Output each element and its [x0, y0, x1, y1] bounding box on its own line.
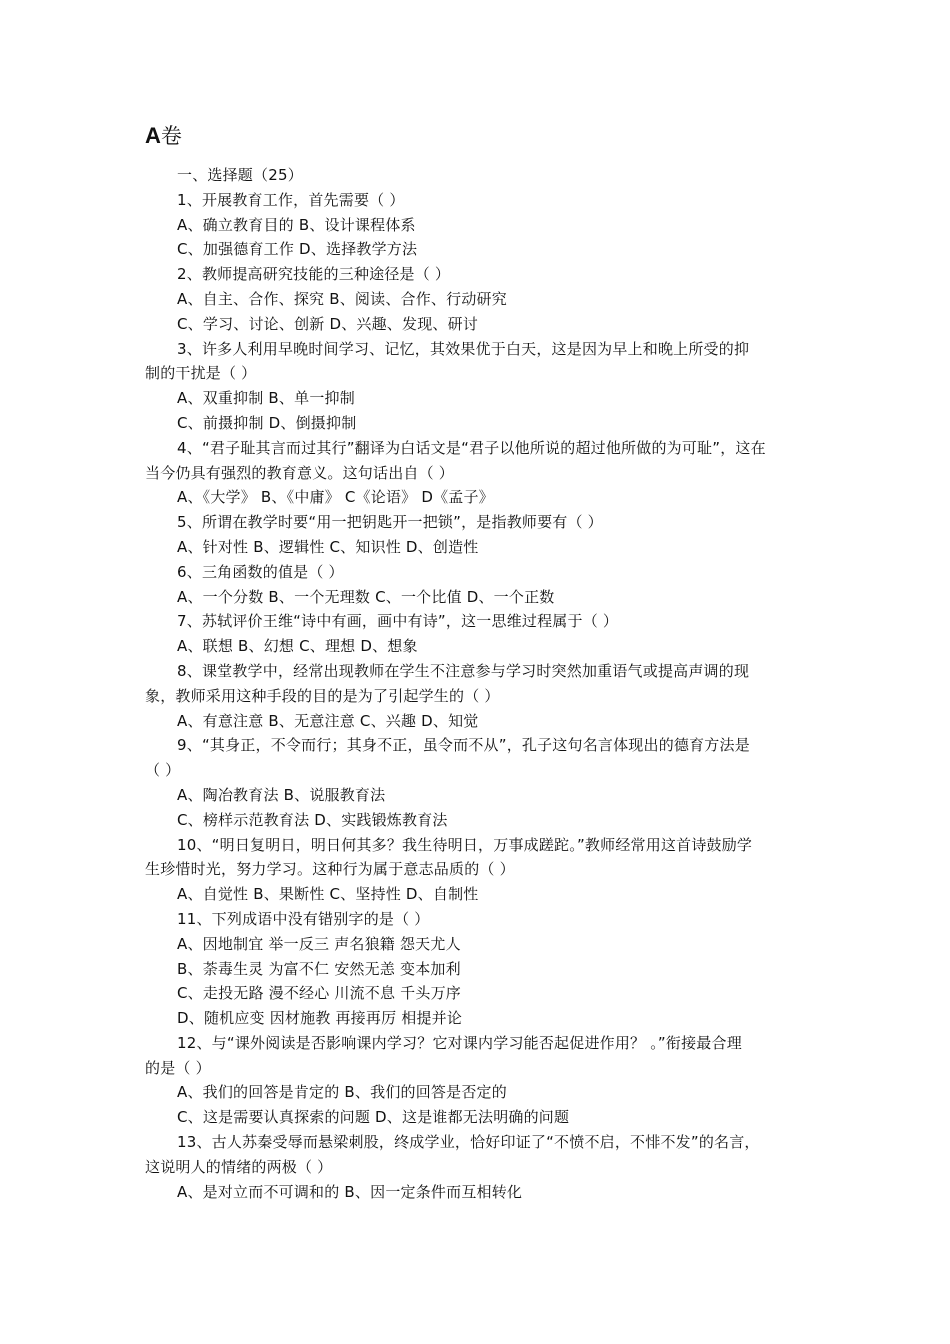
- text-line: 制的干扰是（ ）: [145, 364, 257, 383]
- text-line: 3、许多人利用早晚时间学习、记忆，其效果优于白天，这是因为早上和晚上所受的抑: [177, 339, 750, 358]
- text-line: C、加强德育工作 D、选择教学方法: [177, 240, 418, 259]
- text-line: A、因地制宜 举一反三 声名狼籍 怨天尤人: [177, 934, 461, 953]
- text-line: 象，教师采用这种手段的目的是为了引起学生的（ ）: [145, 686, 500, 705]
- text-line: 这说明人的情绪的两极（ ）: [145, 1157, 333, 1176]
- text-line: 5、所谓在教学时要“用一把钥匙开一把锁”，是指教师要有（ ）: [177, 513, 603, 532]
- text-line: 10、“明日复明日，明日何其多？我生待明日，万事成蹉跎。”教师经常用这首诗鼓励学: [177, 835, 753, 854]
- title-letter: A: [145, 123, 161, 148]
- text-line: A、一个分数 B、一个无理数 C、一个比值 D、一个正数: [177, 587, 555, 606]
- text-line: A、《大学》 B、《中庸》 C《论语》 D《孟子》: [177, 488, 494, 507]
- text-line: 12、与“课外阅读是否影响课内学习？它对课内学习能否起促进作用？ 。”衔接最合理: [177, 1033, 742, 1052]
- text-line: A、确立教育目的 B、设计课程体系: [177, 215, 416, 234]
- page-title: [145, 121, 182, 151]
- text-line: A、双重抑制 B、单一抑制: [177, 389, 355, 408]
- text-line: 当今仍具有强烈的教育意义。这句话出自（ ）: [145, 463, 454, 482]
- text-line: 6、三角函数的值是（ ）: [177, 562, 344, 581]
- text-line: A、有意注意 B、无意注意 C、兴趣 D、知觉: [177, 711, 479, 730]
- text-line: 7、苏轼评价王维“诗中有画，画中有诗”，这一思维过程属于（ ）: [177, 612, 619, 631]
- text-line: B、荼毒生灵 为富不仁 安然无恙 变本加利: [177, 959, 461, 978]
- text-line: A、自觉性 B、果断性 C、坚持性 D、自制性: [177, 885, 479, 904]
- text-line: 9、“其身正，不令而行；其身不正，虽令而不从”，孔子这句名言体现出的德育方法是: [177, 736, 750, 755]
- text-line: 2、教师提高研究技能的三种途径是（ ）: [177, 265, 451, 284]
- question-list: [145, 163, 815, 1204]
- text-line: A、是对立而不可调和的 B、因一定条件而互相转化: [177, 1182, 523, 1201]
- text-line: 4、“君子耻其言而过其行”翻译为白话文是“君子以他所说的超过他所做的为可耻”，这在: [177, 438, 766, 457]
- text-line: A、联想 B、幻想 C、理想 D、想象: [177, 637, 418, 656]
- text-line: A、自主、合作、探究 B、阅读、合作、行动研究: [177, 289, 507, 308]
- text-line: A、针对性 B、逻辑性 C、知识性 D、创造性: [177, 537, 479, 556]
- text-line: C、榜样示范教育法 D、实践锻炼教育法: [177, 810, 448, 829]
- text-line: 8、课堂教学中，经常出现教师在学生不注意参与学习时突然加重语气或提高声调的现: [177, 661, 750, 680]
- text-line: A、陶冶教育法 B、说服教育法: [177, 785, 386, 804]
- text-line: （ ）: [145, 761, 181, 780]
- text-line: C、走投无路 漫不经心 川流不息 千头万序: [177, 984, 461, 1003]
- text-line: 的是（ ）: [145, 1058, 211, 1077]
- text-line: 生珍惜时光，努力学习。这种行为属于意志品质的（ ）: [145, 860, 515, 879]
- text-line: 11、下列成语中没有错别字的是（ ）: [177, 909, 430, 928]
- text-line: 1、开展教育工作，首先需要（ ）: [177, 190, 405, 209]
- text-line: C、这是需要认真探索的问题 D、这是谁都无法明确的问题: [177, 1108, 570, 1127]
- text-line: C、学习、讨论、创新 D、兴趣、发现、研讨: [177, 314, 478, 333]
- text-line: 一、选择题（25）: [177, 166, 303, 184]
- text-line: C、前摄抑制 D、倒摄抑制: [177, 413, 357, 432]
- text-line: 13、古人苏秦受辱而悬梁刺股，终成学业，恰好印证了“不愤不启，不悱不发”的名言，: [177, 1133, 760, 1152]
- title-suffix: 卷: [160, 124, 182, 148]
- text-line: A、我们的回答是肯定的 B、我们的回答是否定的: [177, 1083, 507, 1102]
- text-line: D、随机应变 因材施教 再接再厉 相提并论: [177, 1009, 463, 1028]
